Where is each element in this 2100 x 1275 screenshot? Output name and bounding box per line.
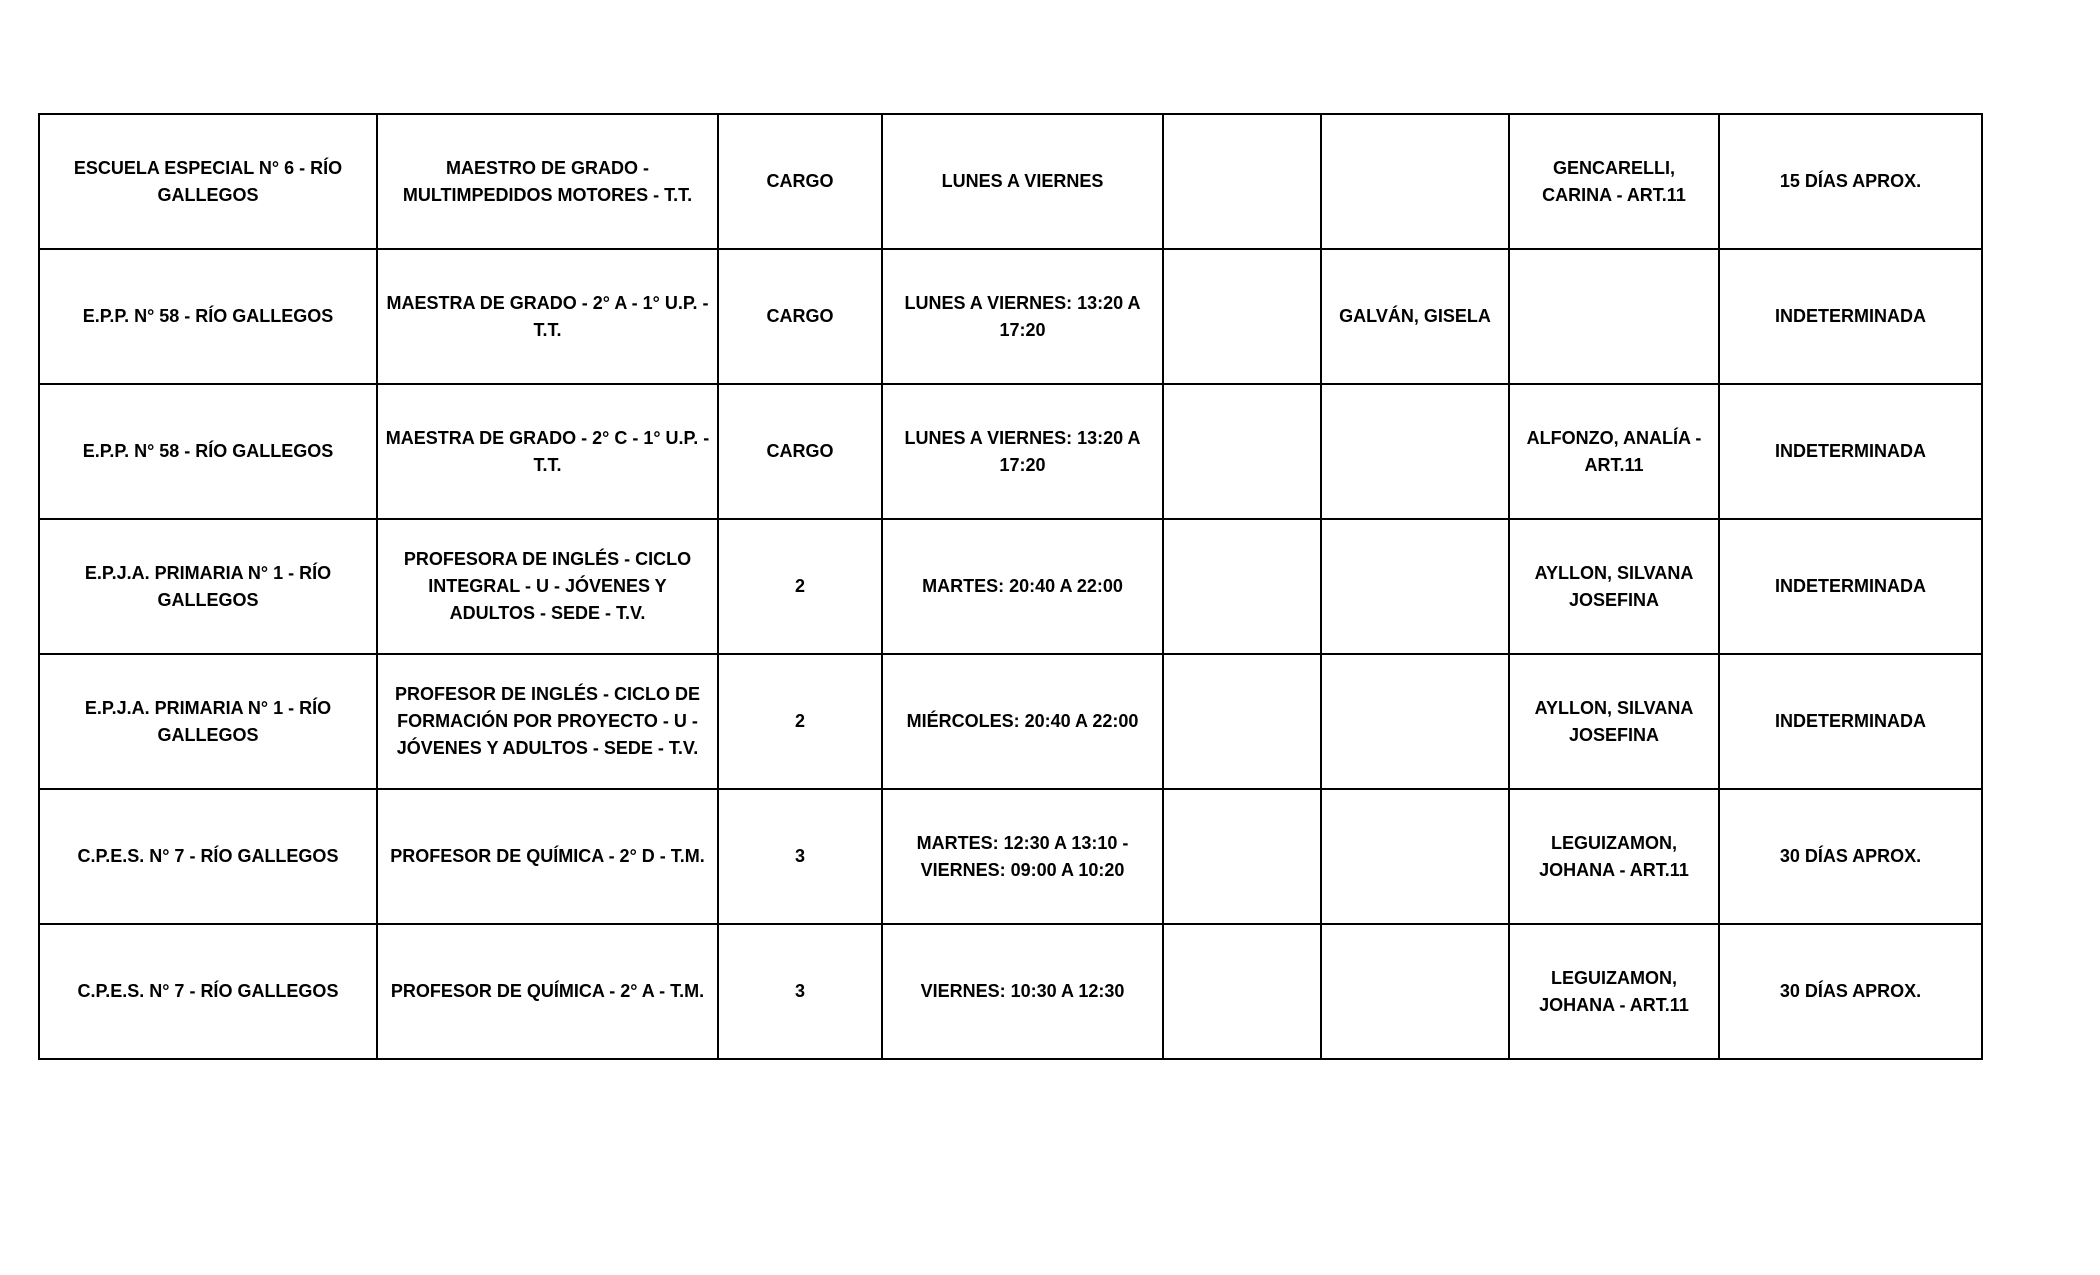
cell-school: ESCUELA ESPECIAL N° 6 - RÍO GALLEGOS — [39, 114, 377, 249]
cell-position: PROFESOR DE QUÍMICA - 2° A - T.M. — [377, 924, 718, 1059]
cell-teacher: GENCARELLI, CARINA - ART.11 — [1509, 114, 1719, 249]
cell-assignee — [1321, 654, 1509, 789]
cell-teacher — [1509, 249, 1719, 384]
cell-assignee: GALVÁN, GISELA — [1321, 249, 1509, 384]
cell-position: PROFESOR DE INGLÉS - CICLO DE FORMACIÓN POR PROYECTO - U - JÓVENES Y ADULTOS - SEDE - T.V. — [377, 654, 718, 789]
cell-empty — [1163, 789, 1321, 924]
cell-duration: INDETERMINADA — [1719, 519, 1982, 654]
cell-teacher: LEGUIZAMON, JOHANA - ART.11 — [1509, 789, 1719, 924]
cell-schedule: MARTES: 20:40 A 22:00 — [882, 519, 1163, 654]
table-row — [39, 249, 1982, 384]
cell-hours: CARGO — [718, 114, 882, 249]
cell-school: E.P.P. N° 58 - RÍO GALLEGOS — [39, 384, 377, 519]
cell-school: E.P.J.A. PRIMARIA N° 1 - RÍO GALLEGOS — [39, 654, 377, 789]
cell-hours: 2 — [718, 654, 882, 789]
cell-hours: CARGO — [718, 249, 882, 384]
cell-position: MAESTRA DE GRADO - 2° A - 1° U.P. - T.T. — [377, 249, 718, 384]
cell-duration: INDETERMINADA — [1719, 249, 1982, 384]
cell-hours: 3 — [718, 924, 882, 1059]
cell-duration: INDETERMINADA — [1719, 384, 1982, 519]
cell-hours: 3 — [718, 789, 882, 924]
cell-school: E.P.P. N° 58 - RÍO GALLEGOS — [39, 249, 377, 384]
cell-hours: 2 — [718, 519, 882, 654]
cell-schedule: LUNES A VIERNES: 13:20 A 17:20 — [882, 249, 1163, 384]
cell-teacher: LEGUIZAMON, JOHANA - ART.11 — [1509, 924, 1719, 1059]
table-row — [39, 519, 1982, 654]
cell-duration: 30 DÍAS APROX. — [1719, 789, 1982, 924]
cell-duration: 15 DÍAS APROX. — [1719, 114, 1982, 249]
cell-teacher: AYLLON, SILVANA JOSEFINA — [1509, 519, 1719, 654]
cell-empty — [1163, 384, 1321, 519]
cell-schedule: VIERNES: 10:30 A 12:30 — [882, 924, 1163, 1059]
cell-teacher: ALFONZO, ANALÍA - ART.11 — [1509, 384, 1719, 519]
cell-empty — [1163, 519, 1321, 654]
cell-assignee — [1321, 114, 1509, 249]
cell-position: PROFESOR DE QUÍMICA - 2° D - T.M. — [377, 789, 718, 924]
table-row — [39, 924, 1982, 1059]
table-row — [39, 654, 1982, 789]
cell-school: C.P.E.S. N° 7 - RÍO GALLEGOS — [39, 789, 377, 924]
table-row — [39, 789, 1982, 924]
cell-schedule: MARTES: 12:30 A 13:10 - VIERNES: 09:00 A 10:20 — [882, 789, 1163, 924]
cell-assignee — [1321, 519, 1509, 654]
cell-empty — [1163, 924, 1321, 1059]
cell-position: MAESTRA DE GRADO - 2° C - 1° U.P. - T.T. — [377, 384, 718, 519]
vacancies-table — [38, 113, 1983, 1060]
cell-assignee — [1321, 384, 1509, 519]
cell-school: E.P.J.A. PRIMARIA N° 1 - RÍO GALLEGOS — [39, 519, 377, 654]
table-row — [39, 384, 1982, 519]
cell-duration: INDETERMINADA — [1719, 654, 1982, 789]
cell-hours: CARGO — [718, 384, 882, 519]
cell-schedule: LUNES A VIERNES — [882, 114, 1163, 249]
cell-position: PROFESORA DE INGLÉS - CICLO INTEGRAL - U - JÓVENES Y ADULTOS - SEDE - T.V. — [377, 519, 718, 654]
cell-empty — [1163, 114, 1321, 249]
table-body — [39, 114, 1982, 1059]
cell-teacher: AYLLON, SILVANA JOSEFINA — [1509, 654, 1719, 789]
table-row — [39, 114, 1982, 249]
cell-school: C.P.E.S. N° 7 - RÍO GALLEGOS — [39, 924, 377, 1059]
cell-assignee — [1321, 789, 1509, 924]
cell-position: MAESTRO DE GRADO - MULTIMPEDIDOS MOTORES - T.T. — [377, 114, 718, 249]
cell-schedule: LUNES A VIERNES: 13:20 A 17:20 — [882, 384, 1163, 519]
cell-empty — [1163, 654, 1321, 789]
cell-duration: 30 DÍAS APROX. — [1719, 924, 1982, 1059]
cell-schedule: MIÉRCOLES: 20:40 A 22:00 — [882, 654, 1163, 789]
cell-assignee — [1321, 924, 1509, 1059]
cell-empty — [1163, 249, 1321, 384]
